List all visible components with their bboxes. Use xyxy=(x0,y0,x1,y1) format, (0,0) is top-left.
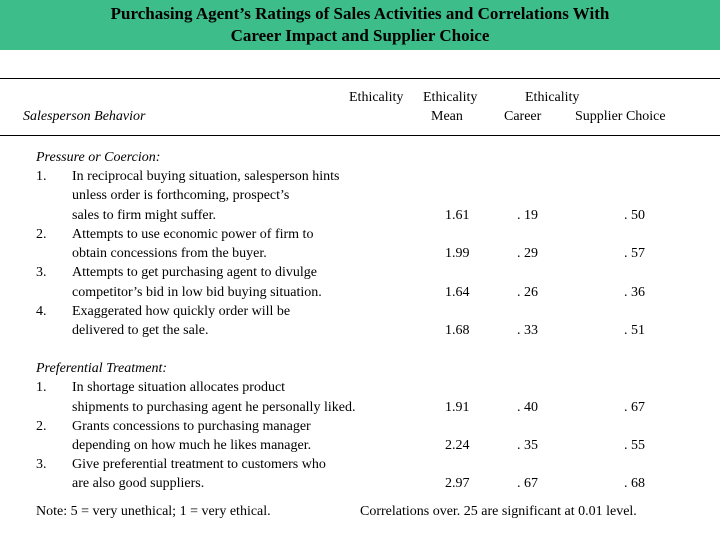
item-text: Attempts to use economic power of firm to xyxy=(72,227,314,242)
mean-value: 1.68 xyxy=(445,323,470,338)
mean-value: 1.64 xyxy=(445,285,470,300)
item-number: 2. xyxy=(36,419,47,434)
item-text: competitor’s bid in low bid buying situation. xyxy=(72,285,322,300)
item-number: 3. xyxy=(36,265,47,280)
header-col1-top: Ethicality xyxy=(349,90,404,105)
header-rule xyxy=(0,135,720,136)
header-col2: Career xyxy=(504,109,542,124)
item-number: 1. xyxy=(36,169,47,184)
title-line-2: Career Impact and Supplier Choice xyxy=(230,26,490,45)
supplier-value: . 57 xyxy=(624,246,645,261)
item-number: 2. xyxy=(36,227,47,242)
footer-correlations: Correlations over. 25 are significant at 0.01 level. xyxy=(360,504,637,519)
header-col3: Supplier Choice xyxy=(575,109,666,124)
supplier-value: . 50 xyxy=(624,208,645,223)
mean-value: 1.99 xyxy=(445,246,470,261)
item-text: shipments to purchasing agent he personally liked. xyxy=(72,400,356,415)
header-behavior: Salesperson Behavior xyxy=(23,109,146,124)
mean-value: 1.61 xyxy=(445,208,470,223)
header-col1: Mean xyxy=(431,109,463,124)
group-label-preferential: Preferential Treatment: xyxy=(36,361,168,376)
group-label-pressure: Pressure or Coercion: xyxy=(36,150,161,165)
supplier-value: . 36 xyxy=(624,285,645,300)
footer-note: Note: 5 = very unethical; 1 = very ethical. xyxy=(36,504,271,519)
header-col3-top: Ethicality xyxy=(525,90,580,105)
item-number: 3. xyxy=(36,457,47,472)
item-text: Attempts to get purchasing agent to divulge xyxy=(72,265,317,280)
mean-value: 1.91 xyxy=(445,400,470,415)
mean-value: 2.24 xyxy=(445,438,470,453)
career-value: . 67 xyxy=(517,476,538,491)
career-value: . 29 xyxy=(517,246,538,261)
career-value: . 40 xyxy=(517,400,538,415)
career-value: . 35 xyxy=(517,438,538,453)
item-text: sales to firm might suffer. xyxy=(72,208,216,223)
item-text: obtain concessions from the buyer. xyxy=(72,246,267,261)
item-text: In shortage situation allocates product xyxy=(72,380,286,395)
career-value: . 19 xyxy=(517,208,538,223)
item-text: depending on how much he likes manager. xyxy=(72,438,312,453)
career-value: . 33 xyxy=(517,323,538,338)
item-text: are also good suppliers. xyxy=(72,476,205,491)
item-text: In reciprocal buying situation, salesperson hints xyxy=(72,169,340,184)
item-text: Give preferential treatment to customers who xyxy=(72,457,326,472)
item-text: Grants concessions to purchasing manager xyxy=(72,419,311,434)
item-number: 1. xyxy=(36,380,47,395)
header-col2-top: Ethicality xyxy=(423,90,478,105)
mean-value: 2.97 xyxy=(445,476,470,491)
supplier-value: . 55 xyxy=(624,438,645,453)
page-title xyxy=(0,3,720,47)
supplier-value: . 51 xyxy=(624,323,645,338)
item-text: unless order is forthcoming, prospect’s xyxy=(72,188,290,203)
title-line-1: Purchasing Agent’s Ratings of Sales Activities and Correlations With xyxy=(110,4,610,23)
item-text: delivered to get the sale. xyxy=(72,323,209,338)
supplier-value: . 67 xyxy=(624,400,645,415)
item-text: Exaggerated how quickly order will be xyxy=(72,304,291,319)
supplier-value: . 68 xyxy=(624,476,645,491)
top-rule xyxy=(0,78,720,79)
item-number: 4. xyxy=(36,304,47,319)
career-value: . 26 xyxy=(517,285,538,300)
